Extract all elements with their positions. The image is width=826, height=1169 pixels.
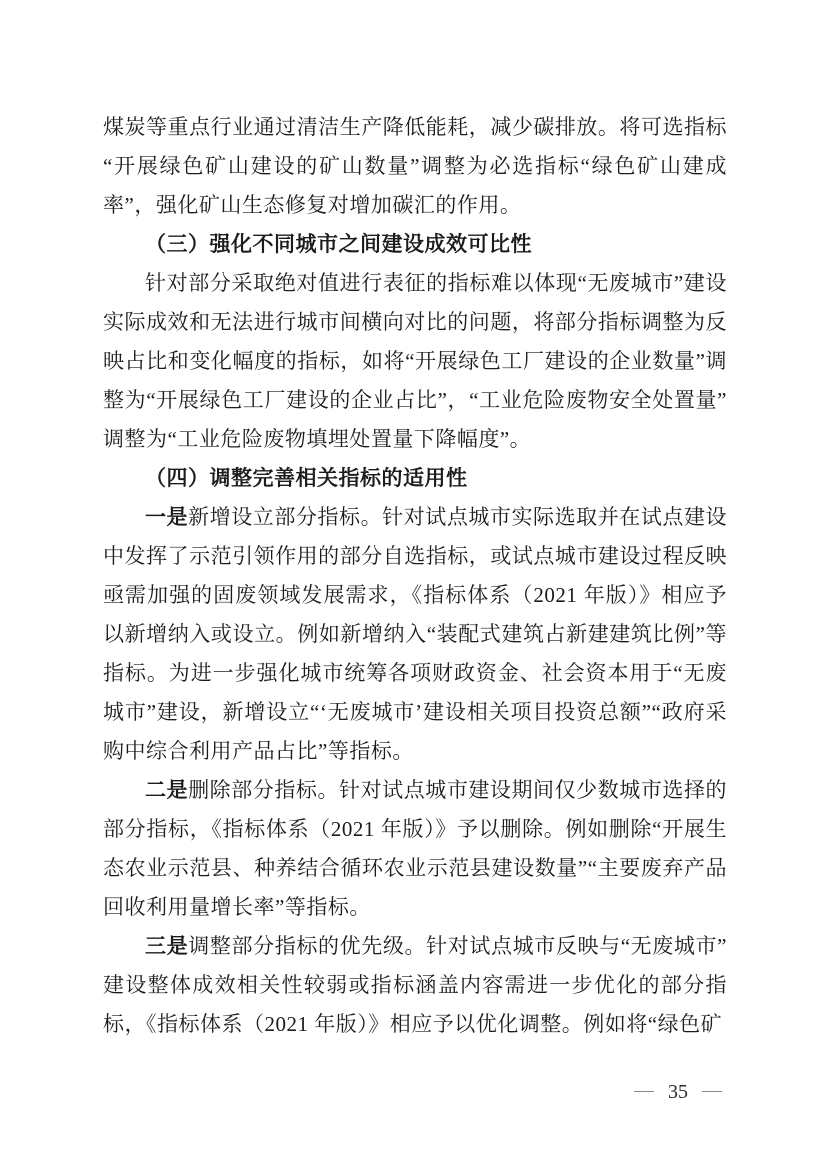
paragraph-text: 新增设立部分指标。针对试点城市实际选取并在试点建设中发挥了示范引领作用的部分自选指标，或试点城市建设过程反映亟需加强的固废领域发展需求，《指标体系（2021 年版）》相应予以新增纳入或设立。例如新增纳入“装配式建筑占新建建筑比例”等指标。为进一步强化城市统筹各项财政资金、社会资本用于“无废城市”建设，新增设立“‘无废城市’建设相关项目投资总额”“政府采购中综合利用产品占比”等指标。	[103, 505, 728, 763]
paragraph-continued: 煤炭等重点行业通过清洁生产降低能耗，减少碳排放。将可选指标“开展绿色矿山建设的矿山数量”调整为必选指标“绿色矿山建成率”，强化矿山生态修复对增加碳汇的作用。	[103, 115, 727, 217]
page-number	[634, 1080, 722, 1104]
paragraph-lead: 二是	[145, 778, 189, 802]
page-number-left-dash: —	[634, 1079, 654, 1101]
page-number-right-dash: —	[702, 1079, 722, 1101]
paragraph-text: 调整部分指标的优先级。针对试点城市反映与“无废城市”建设整体成效相关性较弱或指标涵盖内容需进一步优化的部分指标，《指标体系（2021 年版）》相应予以优化调整。例如将“绿色矿	[103, 934, 727, 1036]
paragraph: 针对部分采取绝对值进行表征的指标难以体现“无废城市”建设实际成效和无法进行城市间横向对比的问题，将部分指标调整为反映占比和变化幅度的指标，如将“开展绿色工厂建设的企业数量”调整为“开展绿色工厂建设的企业占比”，“工业危险废物安全处置量”调整为“工业危险废物填埋处置量下降幅度”。	[103, 271, 727, 451]
paragraph	[103, 771, 727, 927]
page-number-value: 35	[668, 1081, 688, 1103]
section-heading-3: （三）强化不同城市之间建设成效可比性	[145, 232, 532, 256]
section-heading-4: （四）调整完善相关指标的适用性	[145, 466, 468, 490]
paragraph-lead: 三是	[145, 934, 189, 958]
paragraph-text: 删除部分指标。针对试点城市建设期间仅少数城市选择的部分指标，《指标体系（2021 年版）》予以删除。例如删除“开展生态农业示范县、种养结合循环农业示范县建设数量”“主要废弃产品回收利用量增长率”等指标。	[103, 778, 728, 919]
document-page-body	[103, 108, 727, 1044]
paragraph	[103, 927, 727, 1044]
paragraph-lead: 一是	[145, 505, 189, 529]
paragraph	[103, 498, 727, 771]
